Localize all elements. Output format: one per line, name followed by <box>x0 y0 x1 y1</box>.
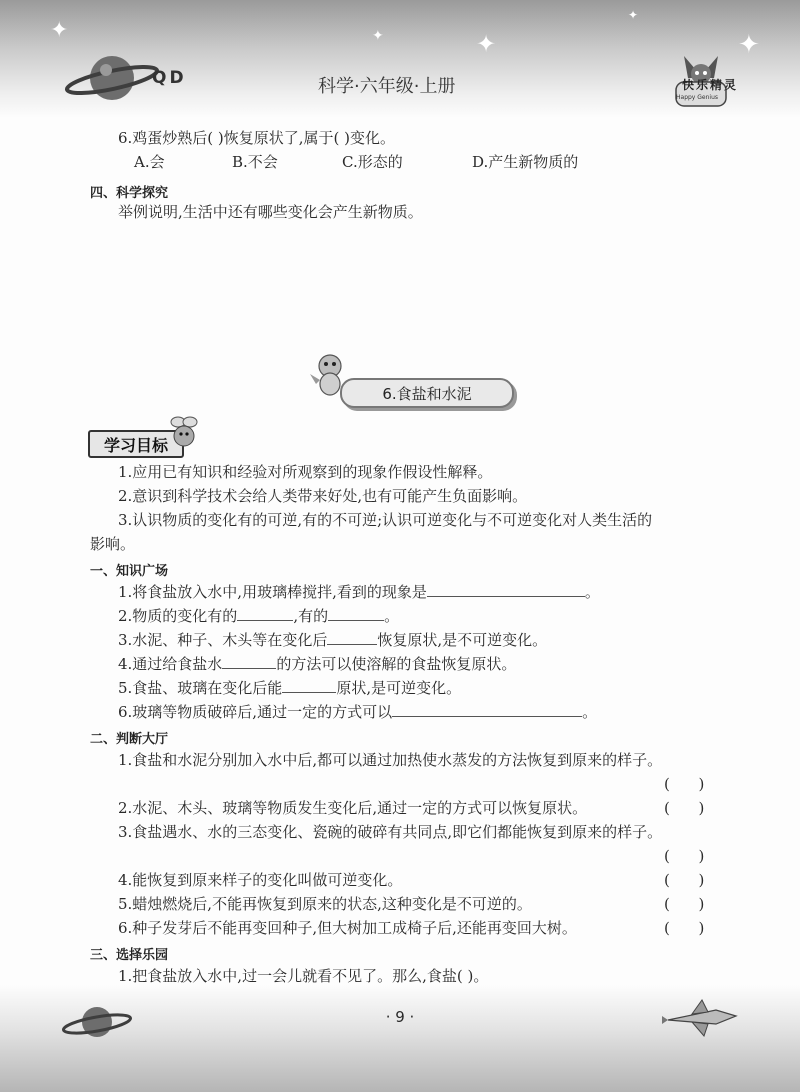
planet-icon <box>62 50 162 106</box>
answer-blank[interactable] <box>328 606 384 621</box>
fill-item-text: 恢复原状,是不可逆变化。 <box>377 631 548 649</box>
fill-item-text: 。 <box>582 703 598 721</box>
genius-logo-en: Happy Genius <box>676 94 719 101</box>
fill-item-text: 5.食盐、玻璃在变化后能 <box>118 679 283 697</box>
goal-3-cont: 影响。 <box>90 535 136 553</box>
option-d: D.产生新物质的 <box>472 153 579 171</box>
sparkle-icon: ✦ <box>476 30 497 58</box>
answer-blank[interactable] <box>392 702 582 717</box>
answer-blank[interactable] <box>237 606 293 621</box>
genius-logo-text: 快乐精灵 <box>682 78 739 92</box>
section-1-title: 一、知识广场 <box>90 564 169 579</box>
fill-item-text: 的方法可以使溶解的食盐恢复原状。 <box>276 655 517 673</box>
section-4-title: 四、科学探究 <box>90 186 169 201</box>
answer-blank[interactable] <box>222 654 276 669</box>
fill-item-text: 1.将食盐放入水中,用玻璃棒搅拌,看到的现象是 <box>118 583 427 601</box>
goal-1: 1.应用已有知识和经验对所观察到的现象作假设性解释。 <box>118 463 493 481</box>
fill-item-2 <box>118 606 399 626</box>
sparkle-icon: ✦ <box>50 18 69 43</box>
section-2-title: 二、判断大厅 <box>90 732 169 747</box>
judge-item-4: 4.能恢复到原来样子的变化叫做可逆变化。 <box>118 871 403 889</box>
judge-item-5: 5.蜡烛燃烧后,不能再恢复到原来的状态,这种变化是不可逆的。 <box>118 895 532 913</box>
lesson-title-box <box>340 378 514 408</box>
judge-answer-4[interactable]: ( ) <box>664 871 705 889</box>
judge-item-3: 3.食盐遇水、水的三态变化、瓷碗的破碎有共同点,即它们都能恢复到原来的样子。 <box>118 823 663 841</box>
goal-3: 3.认识物质的变化有的可逆,有的不可逆;认识可逆变化与不可逆变化对人类生活的 <box>118 511 653 529</box>
header-title: 科学·六年级·上册 <box>318 76 456 97</box>
fill-item-5 <box>118 678 461 698</box>
section-4-question: 举例说明,生活中还有哪些变化会产生新物质。 <box>118 203 423 221</box>
choice-item-1: 1.把食盐放入水中,过一会儿就看不见了。那么,食盐( )。 <box>118 967 489 985</box>
judge-item-2: 2.水泥、木头、玻璃等物质发生变化后,通过一定的方式可以恢复原状。 <box>118 799 588 817</box>
sparkle-icon: ✦ <box>628 8 639 22</box>
fill-item-3 <box>118 630 547 650</box>
judge-answer-6[interactable]: ( ) <box>664 919 705 937</box>
space-shuttle-icon <box>662 996 742 1040</box>
goals-title: 学习目标 <box>103 436 168 455</box>
option-a: A.会 <box>134 153 165 171</box>
judge-item-1: 1.食盐和水泥分别加入水中后,都可以通过加热使水蒸发的方法恢复到原来的样子。 <box>118 751 663 769</box>
answer-blank[interactable] <box>327 630 377 645</box>
fill-item-1 <box>118 582 600 602</box>
sparkle-icon: ✦ <box>738 30 760 60</box>
fill-item-text: ,有的 <box>293 607 329 625</box>
fill-item-text: 3.水泥、种子、木头等在变化后 <box>118 631 328 649</box>
bee-mascot-icon <box>168 414 200 450</box>
judge-answer-1[interactable]: ( ) <box>664 775 705 793</box>
judge-answer-3[interactable]: ( ) <box>664 847 705 865</box>
judge-item-6: 6.种子发芽后不能再变回种子,但大树加工成椅子后,还能再变回大树。 <box>118 919 577 937</box>
lesson-title: 6.食盐和水泥 <box>382 385 472 403</box>
fill-item-text: 2.物质的变化有的 <box>118 607 238 625</box>
brand-label: QD <box>152 68 187 88</box>
question-6: 6.鸡蛋炒熟后( )恢复原状了,属于( )变化。 <box>118 129 396 147</box>
judge-answer-5[interactable]: ( ) <box>664 895 705 913</box>
fill-item-text: 6.玻璃等物质破碎后,通过一定的方式可以 <box>118 703 393 721</box>
page-number: · 9 · <box>385 1008 415 1026</box>
option-b: B.不会 <box>232 153 278 171</box>
fill-item-6 <box>118 702 597 722</box>
fill-item-text: 。 <box>384 607 400 625</box>
goal-2: 2.意识到科学技术会给人类带来好处,也有可能产生负面影响。 <box>118 487 528 505</box>
sparkle-icon: ✦ <box>372 28 384 44</box>
judge-answer-2[interactable]: ( ) <box>664 799 705 817</box>
answer-blank[interactable] <box>282 678 336 693</box>
fill-item-4 <box>118 654 516 674</box>
fill-item-text: 4.通过给食盐水 <box>118 655 223 673</box>
option-c: C.形态的 <box>342 153 403 171</box>
fill-item-text: 原状,是可逆变化。 <box>336 679 462 697</box>
fill-item-text: 。 <box>584 583 600 601</box>
answer-blank[interactable] <box>427 582 585 597</box>
section-3-title: 三、选择乐园 <box>90 948 169 963</box>
